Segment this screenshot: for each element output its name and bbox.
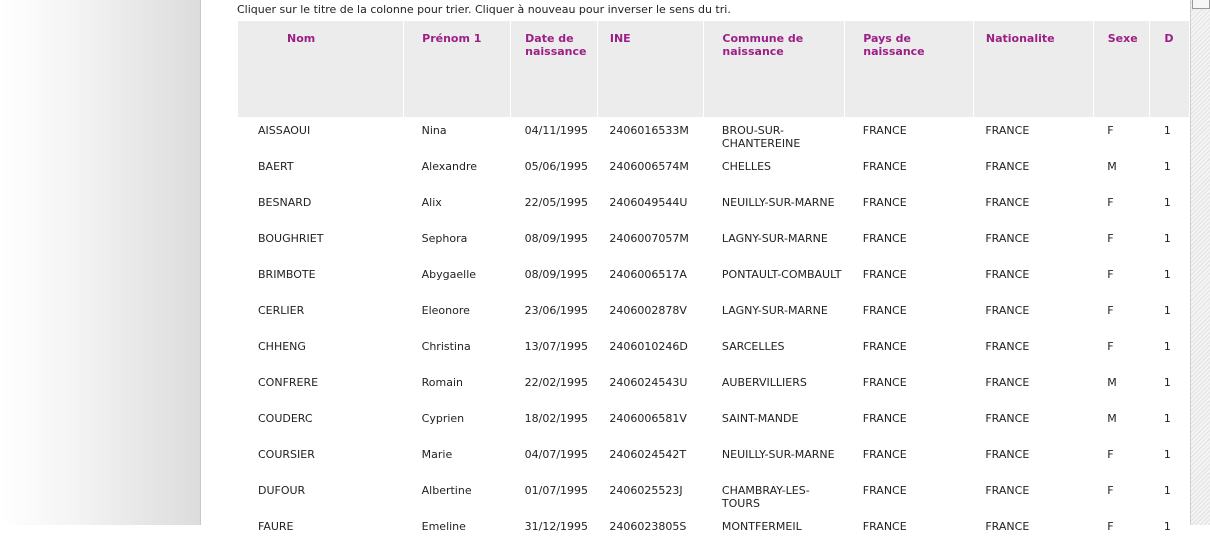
cell-commune-naissance: BROU-SUR-CHANTEREINE: [721, 124, 801, 150]
cell-pays-naissance: FRANCE: [862, 268, 907, 281]
cell-commune-naissance: PONTAULT-COMBAULT: [721, 268, 842, 281]
cell-prenom: Alix: [421, 196, 442, 209]
cell-sexe: F: [1107, 484, 1114, 497]
cell-nom: FAURE: [258, 520, 294, 533]
cell-prenom: Christina: [421, 340, 471, 353]
cell-pays-naissance: FRANCE: [862, 448, 907, 461]
column-header-nom[interactable]: Nom: [238, 21, 404, 117]
cell-nom: COURSIER: [258, 448, 315, 461]
sort-instructions: Cliquer sur le titre de la colonne pour trier. Cliquer à nouveau pour inverser le sens du tri.: [237, 3, 731, 16]
cell-prenom: Nina: [421, 124, 447, 137]
cell-date-naissance: 04/07/1995: [524, 448, 589, 461]
cell-sexe: F: [1107, 340, 1114, 353]
table-header-row: [238, 21, 1190, 117]
cell-pays-naissance: FRANCE: [862, 160, 907, 173]
cell-d: 1: [1163, 268, 1171, 281]
cell-ine: 2406025523J: [609, 484, 683, 497]
students-table: [238, 21, 1190, 549]
table-row[interactable]: [238, 441, 1190, 477]
cell-sexe: F: [1107, 232, 1114, 245]
cell-pays-naissance: FRANCE: [862, 232, 907, 245]
cell-d: 1: [1163, 484, 1171, 497]
cell-date-naissance: 08/09/1995: [524, 232, 589, 245]
cell-commune-naissance: LAGNY-SUR-MARNE: [721, 304, 828, 317]
cell-pays-naissance: FRANCE: [862, 124, 907, 137]
cell-ine: 2406016533M: [609, 124, 689, 137]
cell-sexe: F: [1107, 304, 1114, 317]
cell-pays-naissance: FRANCE: [862, 304, 907, 317]
cell-sexe: F: [1107, 196, 1114, 209]
cell-ine: 2406006517A: [609, 268, 687, 281]
cell-date-naissance: 22/02/1995: [524, 376, 589, 389]
cell-sexe: M: [1107, 160, 1117, 173]
cell-nationalite: FRANCE: [985, 484, 1030, 497]
cell-date-naissance: 22/05/1995: [524, 196, 589, 209]
cell-date-naissance: 13/07/1995: [524, 340, 589, 353]
cell-nom: COUDERC: [258, 412, 313, 425]
cell-ine: 2406006574M: [609, 160, 689, 173]
table-row[interactable]: [238, 513, 1190, 549]
cell-ine: 2406002878V: [609, 304, 687, 317]
cell-commune-naissance: LAGNY-SUR-MARNE: [721, 232, 828, 245]
cell-d: 1: [1163, 160, 1171, 173]
cell-nationalite: FRANCE: [985, 412, 1030, 425]
cell-nom: BRIMBOTE: [258, 268, 316, 281]
cell-prenom: Emeline: [421, 520, 466, 533]
table-row[interactable]: [238, 297, 1190, 333]
cell-d: 1: [1163, 304, 1171, 317]
scrollbar-thumb[interactable]: [1192, 0, 1210, 9]
cell-nom: CERLIER: [258, 304, 305, 317]
cell-prenom: Eleonore: [421, 304, 470, 317]
cell-nationalite: FRANCE: [985, 448, 1030, 461]
cell-ine: 2406007057M: [609, 232, 689, 245]
cell-sexe: M: [1107, 412, 1117, 425]
vertical-scrollbar[interactable]: [1190, 0, 1210, 525]
cell-date-naissance: 04/11/1995: [524, 124, 589, 137]
table-row[interactable]: [238, 333, 1190, 369]
cell-commune-naissance: CHELLES: [721, 160, 771, 173]
cell-nom: DUFOUR: [258, 484, 306, 497]
cell-commune-naissance: SAINT-MANDE: [721, 412, 799, 425]
cell-nom: CHHENG: [258, 340, 306, 353]
column-header-commune-naissance[interactable]: Commune de naissance: [704, 21, 845, 117]
cell-nom: BESNARD: [258, 196, 312, 209]
cell-prenom: Abygaelle: [421, 268, 477, 281]
cell-nom: BAERT: [258, 160, 294, 173]
cell-nationalite: FRANCE: [985, 160, 1030, 173]
table-row[interactable]: [238, 117, 1190, 153]
cell-commune-naissance: SARCELLES: [721, 340, 785, 353]
cell-date-naissance: 23/06/1995: [524, 304, 589, 317]
cell-sexe: F: [1107, 520, 1114, 533]
table-row[interactable]: [238, 189, 1190, 225]
cell-nationalite: FRANCE: [985, 196, 1030, 209]
column-header-d[interactable]: D: [1150, 21, 1190, 117]
cell-pays-naissance: FRANCE: [862, 484, 907, 497]
cell-commune-naissance: NEUILLY-SUR-MARNE: [721, 448, 835, 461]
cell-d: 1: [1163, 448, 1171, 461]
cell-d: 1: [1163, 520, 1171, 533]
column-header-date-naissance[interactable]: Date de naissance: [511, 21, 598, 117]
cell-prenom: Albertine: [421, 484, 472, 497]
cell-date-naissance: 31/12/1995: [524, 520, 589, 533]
cell-nationalite: FRANCE: [985, 124, 1030, 137]
content-area: [201, 0, 1190, 533]
cell-pays-naissance: FRANCE: [862, 376, 907, 389]
cell-date-naissance: 18/02/1995: [524, 412, 589, 425]
column-header-nationalite[interactable]: Nationalite: [973, 21, 1093, 117]
cell-d: 1: [1163, 376, 1171, 389]
cell-pays-naissance: FRANCE: [862, 412, 907, 425]
cell-sexe: F: [1107, 268, 1114, 281]
cell-d: 1: [1163, 412, 1171, 425]
cell-nationalite: FRANCE: [985, 340, 1030, 353]
cell-pays-naissance: FRANCE: [862, 340, 907, 353]
cell-prenom: Alexandre: [421, 160, 478, 173]
cell-nationalite: FRANCE: [985, 268, 1030, 281]
cell-ine: 2406010246D: [609, 340, 688, 353]
table-row[interactable]: [238, 153, 1190, 189]
cell-date-naissance: 08/09/1995: [524, 268, 589, 281]
cell-commune-naissance: NEUILLY-SUR-MARNE: [721, 196, 835, 209]
column-header-sexe[interactable]: Sexe: [1093, 21, 1150, 117]
left-sidebar-panel: [0, 0, 201, 525]
cell-date-naissance: 05/06/1995: [524, 160, 589, 173]
cell-ine: 2406024543U: [609, 376, 688, 389]
cell-d: 1: [1163, 196, 1171, 209]
table-row[interactable]: [238, 369, 1190, 405]
cell-sexe: M: [1107, 376, 1117, 389]
cell-pays-naissance: FRANCE: [862, 520, 907, 533]
cell-ine: 2406006581V: [609, 412, 687, 425]
cell-prenom: Cyprien: [421, 412, 465, 425]
cell-nationalite: FRANCE: [985, 520, 1030, 533]
cell-nom: CONFRERE: [258, 376, 319, 389]
cell-nationalite: FRANCE: [985, 376, 1030, 389]
cell-d: 1: [1163, 232, 1171, 245]
table-row[interactable]: [238, 477, 1190, 513]
cell-prenom: Romain: [421, 376, 464, 389]
cell-ine: 2406049544U: [609, 196, 688, 209]
cell-nom: BOUGHRIET: [258, 232, 324, 245]
cell-ine: 2406024542T: [609, 448, 687, 461]
cell-nationalite: FRANCE: [985, 232, 1030, 245]
cell-prenom: Marie: [421, 448, 453, 461]
column-header-prenom[interactable]: Prénom 1: [404, 21, 511, 117]
cell-pays-naissance: FRANCE: [862, 196, 907, 209]
table-row[interactable]: [238, 261, 1190, 297]
cell-nom: AISSAOUI: [258, 124, 311, 137]
cell-sexe: F: [1107, 448, 1114, 461]
cell-d: 1: [1163, 340, 1171, 353]
cell-nationalite: FRANCE: [985, 304, 1030, 317]
cell-commune-naissance: AUBERVILLIERS: [721, 376, 807, 389]
table-row[interactable]: [238, 405, 1190, 441]
cell-commune-naissance: CHAMBRAY-LES-TOURS: [721, 484, 810, 510]
cell-ine: 2406023805S: [609, 520, 687, 533]
column-header-pays-naissance[interactable]: Pays de naissance: [845, 21, 974, 117]
cell-prenom: Sephora: [421, 232, 468, 245]
column-header-ine[interactable]: INE: [597, 21, 704, 117]
cell-d: 1: [1163, 124, 1171, 137]
cell-date-naissance: 01/07/1995: [524, 484, 589, 497]
table-row[interactable]: [238, 225, 1190, 261]
cell-sexe: F: [1107, 124, 1114, 137]
cell-commune-naissance: MONTFERMEIL: [721, 520, 802, 533]
